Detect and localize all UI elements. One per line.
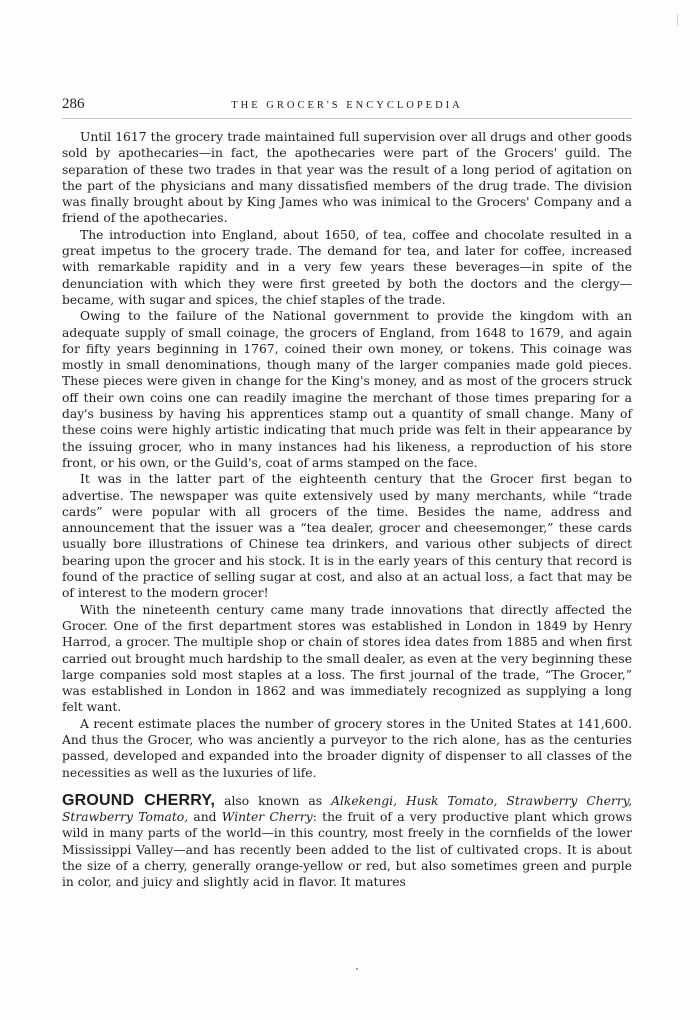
entry-text: also known as [215, 793, 332, 808]
running-title: THE GROCER'S ENCYCLOPEDIA [231, 100, 463, 111]
paragraph: Owing to the failure of the National government to provide the kingdom with an adequate supply of small coinage, the grocers of England, from 1648 to 1679, and again for fifty years beginning in 1767, coined their own money, or tokens. This coinage was mostly in small denominations, though many of the larger companies made gold pieces. These pieces were given in change for the King's money, and as most of the grocers struck off their own coins one can readily imagine the merchant of those times preparing for a day's business by having his apprentices stamp out a quantity of small change. Many of these coins were highly artistic indicating that much pride was felt in their appearance by the issuing grocer, who in many instances had his likeness, a reproduction of his store front, or his own, or the Guild's, coat of arms stamped on the face. [62, 309, 632, 470]
paragraph: A recent estimate places the number of grocery stores in the United States at 141,600. And thus the Grocer, who was anciently a purveyor to the rich alone, has as the centuries passed, developed and expanded into the broader dignity of dispenser to all classes of the necessities as well as the luxuries of life. [62, 716, 632, 780]
paragraph: The introduction into England, about 1650, of tea, coffee and chocolate resulted in a great impetus to the grocery trade. The demand for tea, and later for coffee, increased with remarkable rapidity and in a very few years these beverages—in spite of the denunciation with which they were first greeted by both the doctors and the clergy—became, with sugar and spices, the chief staples of the trade. [62, 227, 632, 307]
paragraph: With the nineteenth century came many trade innovations that directly affected the Grocer. One of the first department stores was established in London in 1849 by Henry Harrod, a grocer. The multiple shop or chain of stores idea dates from 1885 and when first carried out brought much hardship to the small dealer, as even at the very beginning these large companies sold most staples at a loss. The first journal of the trade, “The Grocer,” was established in London in 1862 and was immediately recognized as supplying a long felt want. [62, 602, 632, 715]
entry-alias: Winter Cherry [221, 810, 313, 825]
margin-mark [677, 14, 678, 26]
paragraph: Until 1617 the grocery trade maintained full supervision over all drugs and other goods sold by apothecaries—in fact, the apothecaries were part of the Grocers' guild. The separation of these two trades in that year was the result of a long period of agitation on the part of the physicians and many dissatisfied members of the drug trade. The division was finally brought about by King James who was inimical to the Grocers' Company and a friend of the apothecaries. [62, 130, 632, 226]
page-number: 286 [62, 96, 85, 112]
book-page [62, 96, 632, 891]
encyclopedia-entry [62, 793, 632, 891]
entry-headword: GROUND CHERRY, [62, 791, 216, 809]
entry-text: and [188, 810, 222, 825]
entry-alias: Alkekengi, Husk Tomato, Strawberry Cherry, Strawberry Tomato, [62, 793, 632, 825]
body-text [62, 129, 632, 891]
entry-text: : the fruit of a very productive plant which grows wild in many parts of the world—in this country, most freely in the cornfields of the lower Mississippi Valley—and has recently been added to the list of cultivated crops. It is about the size of a cherry, generally orange-yellow or red, but also sometimes green and purple in color, and juicy and slightly acid in flavor. It matures [62, 810, 632, 890]
page-speck [356, 968, 358, 970]
page-header [62, 96, 632, 119]
paragraph: It was in the latter part of the eighteenth century that the Grocer first began to advertise. The newspaper was quite extensively used by many merchants, while “trade cards” were popular with all grocers of the time. Besides the name, address and announcement that the issuer was a “tea dealer, grocer and cheesemonger,” these cards usually bore illustrations of Chinese tea drinkers, and various other subjects of direct bearing upon the grocer and his stock. It is in the early years of this century that record is found of the practice of selling sugar at cost, and also at an actual loss, a fact that may be of interest to the modern grocer! [62, 472, 632, 601]
